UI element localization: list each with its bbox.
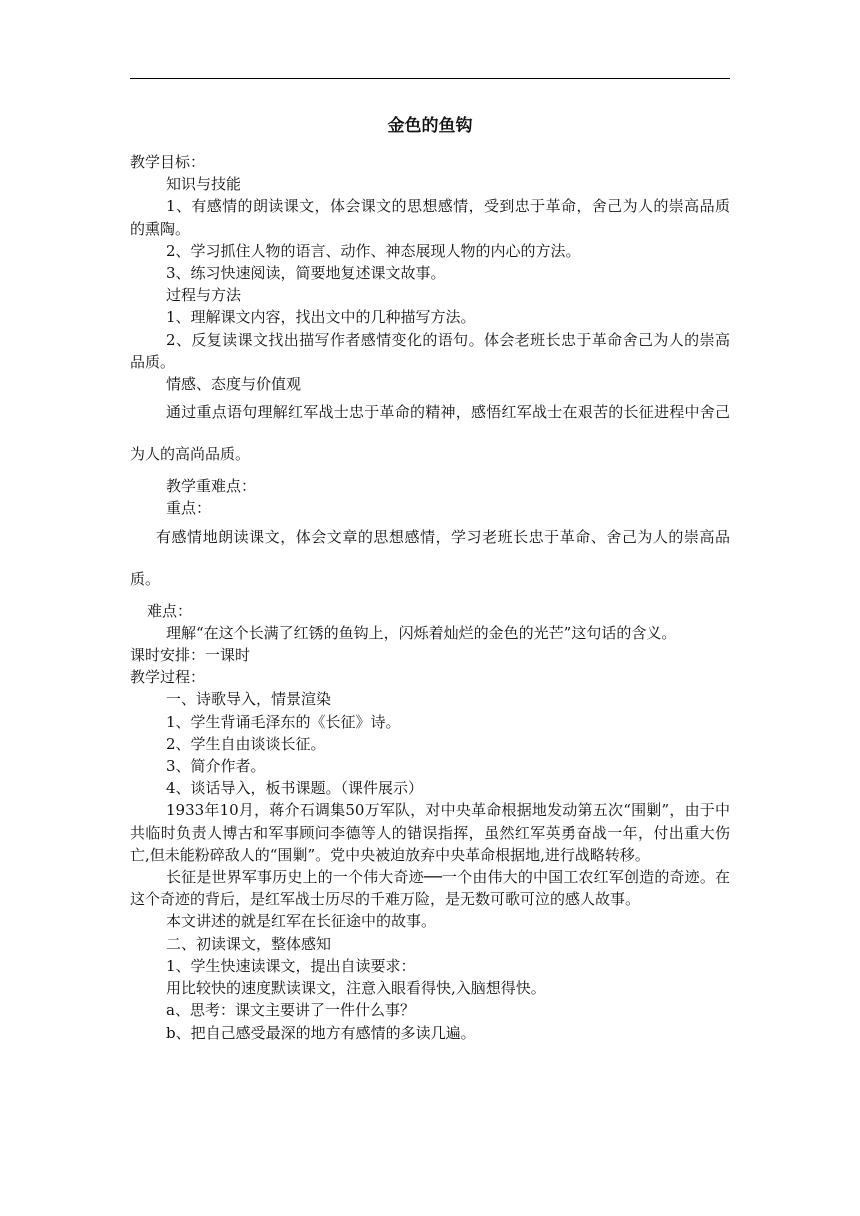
paragraph: 用比较快的速度默读课文，注意入眼看得快,入脑想得快。 <box>166 979 546 998</box>
paragraph: 4、谈话导入，板书课题。（课件展示） <box>166 779 424 798</box>
header-rule <box>130 78 730 79</box>
paragraph: 2、学习抓住人物的语言、动作、神态展现人物的内心的方法。 <box>166 241 581 260</box>
paragraph: 本文讲述的就是红军在长征途中的故事。 <box>166 912 437 931</box>
document-title: 金色的鱼钩 <box>387 116 473 136</box>
subheading-key-point: 重点： <box>166 499 212 518</box>
paragraph: 1、有感情的朗读课文，体会课文的思想感情，受到忠于革命，舍己为人的崇高品质的熏陶。 <box>130 197 730 238</box>
paragraph: 2、学生自由谈谈长征。 <box>166 734 326 753</box>
paragraph: 3、简介作者。 <box>166 757 266 776</box>
subheading-process-methods: 过程与方法 <box>166 286 242 305</box>
subheading-step-two: 二、初读课文，整体感知 <box>166 934 332 953</box>
paragraph: 2、反复读课文找出描写作者感情变化的语句。体会老班长忠于革命舍己为人的崇高品质。 <box>130 330 730 371</box>
paragraph: a、思考：课文主要讲了一件什么事？ <box>166 1001 415 1020</box>
paragraph: 1933年10月，蒋介石调集50万军队，对中央革命根据地发动第五次“围剿”，由于中共临时负责人博古和军事顾问李德等人的错误指挥，虽然红军英勇奋战一年，付出重大伤亡,但未能粉碎敌人的“围剿”。党中央被迫放弃中央革命根据地,进行战略转移。 <box>130 801 730 864</box>
document-body <box>130 113 730 1044</box>
section-heading-objectives: 教学目标： <box>130 153 206 171</box>
paragraph: 1、理解课文内容，找出文中的几种描写方法。 <box>166 308 476 327</box>
subheading-knowledge-skills: 知识与技能 <box>166 175 242 194</box>
paragraph: b、把自己感受最深的地方有感情的多读几遍。 <box>166 1023 476 1042</box>
paragraph: 长征是世界军事历史上的一个伟大奇迹──一个由伟大的中国工农红军创造的奇迹。在这个奇迹的背后，是红军战士历尽的千难万险，是无数可歌可泣的感人故事。 <box>130 868 730 909</box>
paragraph: 3、练习快速阅读，简要地复述课文故事。 <box>166 264 446 283</box>
subheading-step-one: 一、诗歌导入，情景渲染 <box>166 690 332 709</box>
paragraph: 通过重点语句理解红军战士忠于革命的精神，感悟红军战士在艰苦的长征进程中舍己为人的高尚品质。 <box>130 403 730 464</box>
subheading-emotion-values: 情感、态度与价值观 <box>166 375 302 394</box>
section-heading-process: 教学过程： <box>130 668 206 687</box>
paragraph: 1、学生快速读课文，提出自读要求： <box>166 956 416 975</box>
paragraph: 1、学生背诵毛泽东的《长征》诗。 <box>166 712 401 731</box>
section-heading-schedule: 课时安排：一课时 <box>130 646 251 665</box>
paragraph: 理解“在这个长满了红锈的鱼钩上，闪烁着灿烂的金色的光芒”这句话的含义。 <box>166 623 677 642</box>
paragraph: 有感情地朗读课文，体会文章的思想感情，学习老班长忠于革命、舍己为人的崇高品质。 <box>130 527 730 588</box>
subheading-difficulty: 难点： <box>147 601 193 620</box>
section-heading-key-points: 教学重难点： <box>166 477 257 496</box>
